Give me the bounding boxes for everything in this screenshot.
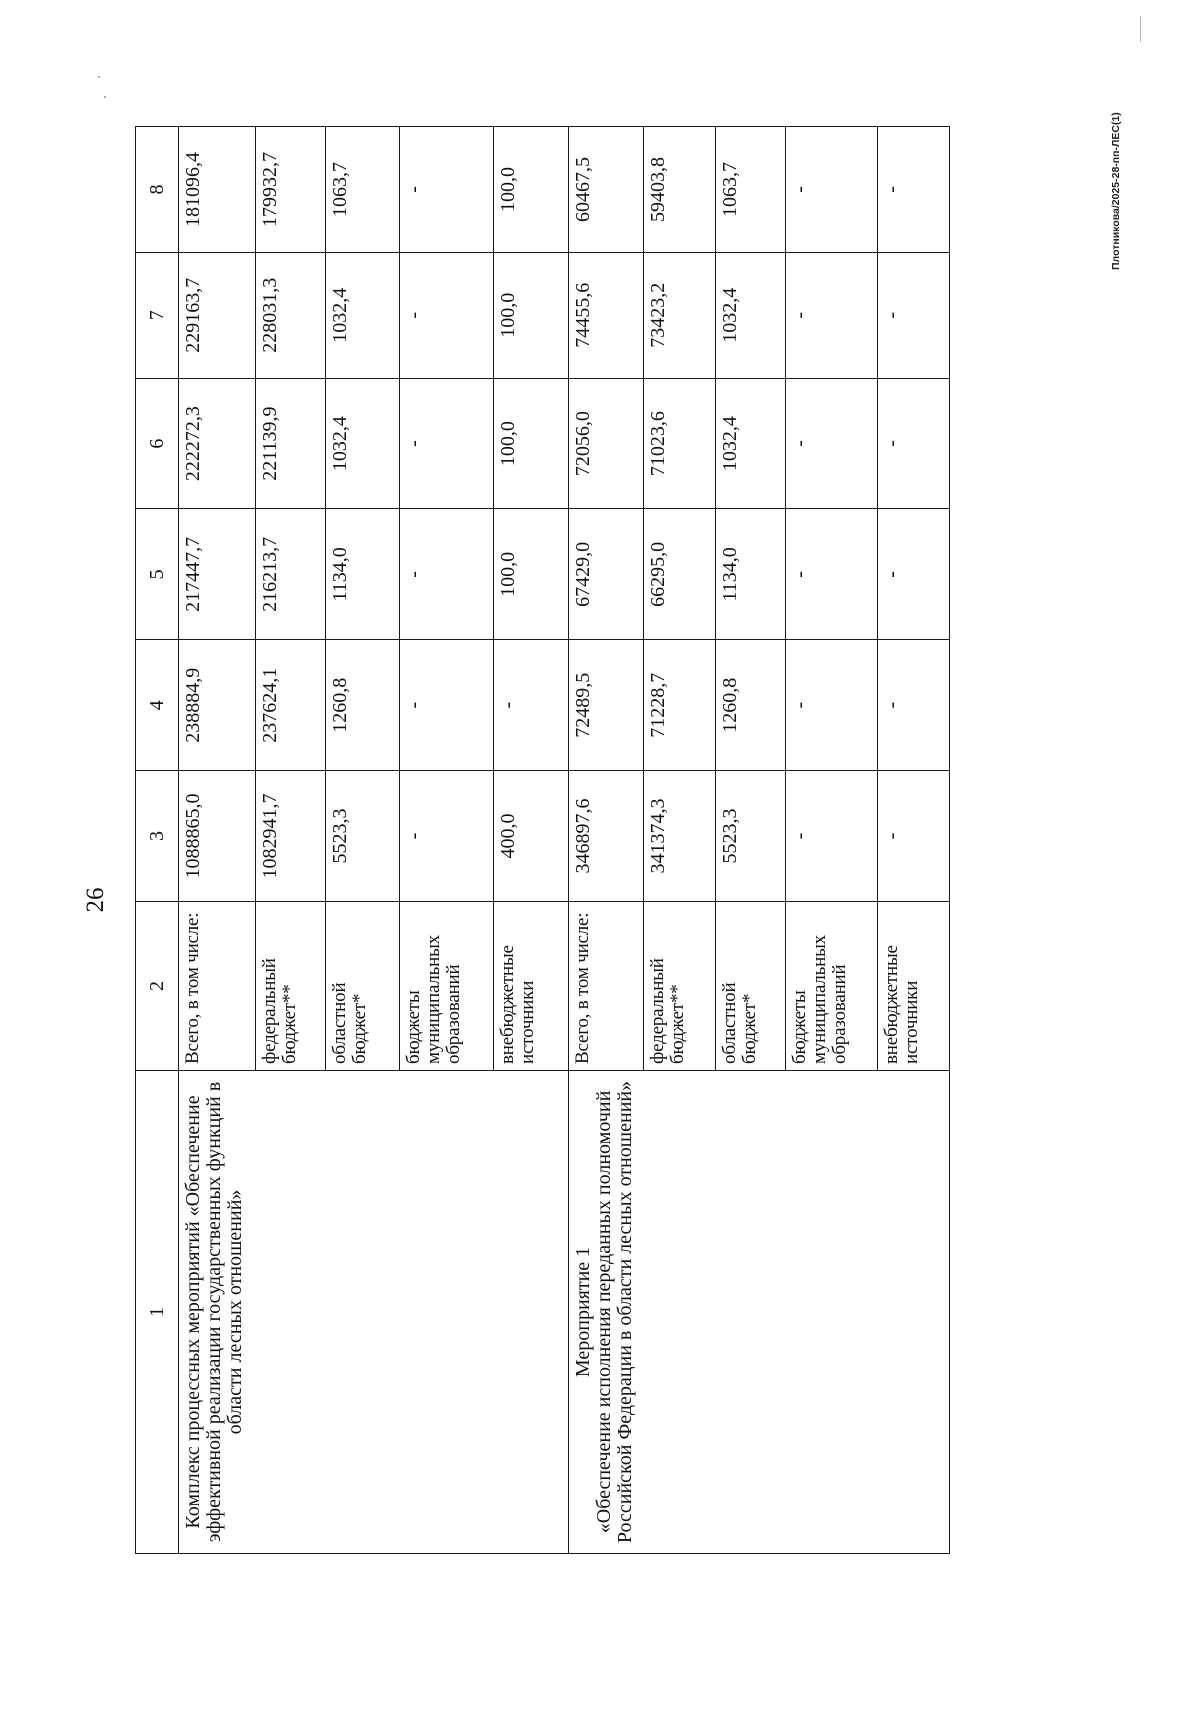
value-cell: 221139,9 bbox=[256, 378, 326, 509]
value-cell: - bbox=[878, 640, 950, 771]
table-row bbox=[569, 127, 644, 1554]
value-cell: 229163,7 bbox=[179, 252, 256, 378]
value-cell: 71228,7 bbox=[644, 640, 716, 771]
scan-speck bbox=[104, 96, 106, 98]
value-cell: 100,0 bbox=[494, 509, 569, 640]
funding-source: бюджеты муниципальных образований bbox=[400, 901, 494, 1070]
group-title-line: «Обеспечение исполнения переданных полномочий Российской Федерации в области лесных отношений» bbox=[593, 1080, 636, 1544]
value-cell: - bbox=[786, 127, 878, 253]
value-cell: 60467,5 bbox=[569, 127, 644, 253]
value-cell: 346897,6 bbox=[569, 771, 644, 902]
value-cell: - bbox=[400, 640, 494, 771]
value-cell: - bbox=[400, 252, 494, 378]
header-cell: 6 bbox=[136, 378, 179, 509]
header-cell: 8 bbox=[136, 127, 179, 253]
value-cell: - bbox=[400, 378, 494, 509]
funding-source: Всего, в том числе: bbox=[569, 901, 644, 1070]
header-cell: 7 bbox=[136, 252, 179, 378]
value-cell: 72489,5 bbox=[569, 640, 644, 771]
value-cell: - bbox=[786, 509, 878, 640]
value-cell: 73423,2 bbox=[644, 252, 716, 378]
value-cell: - bbox=[786, 378, 878, 509]
value-cell: 59403,8 bbox=[644, 127, 716, 253]
funding-source: бюджеты муниципальных образований bbox=[786, 901, 878, 1070]
value-cell: 5523,3 bbox=[716, 771, 786, 902]
value-cell: - bbox=[400, 127, 494, 253]
value-cell: 179932,7 bbox=[256, 127, 326, 253]
value-cell: - bbox=[878, 127, 950, 253]
header-cell: 4 bbox=[136, 640, 179, 771]
value-cell: 1032,4 bbox=[326, 252, 400, 378]
edge-mark bbox=[1140, 16, 1141, 42]
value-cell: 72056,0 bbox=[569, 378, 644, 509]
value-cell: 66295,0 bbox=[644, 509, 716, 640]
value-cell: 400,0 bbox=[494, 771, 569, 902]
header-cell: 1 bbox=[136, 1070, 179, 1553]
value-cell: 67429,0 bbox=[569, 509, 644, 640]
group-title: Комплекс процессных мероприятий «Обеспечение эффективной реализации государственных функций в области лесных отношений» bbox=[179, 1070, 569, 1553]
value-cell: 1063,7 bbox=[326, 127, 400, 253]
value-cell: 71023,6 bbox=[644, 378, 716, 509]
funding-source: областной бюджет* bbox=[326, 901, 400, 1070]
funding-source: внебюджетные источники bbox=[878, 901, 950, 1070]
value-cell: 181096,4 bbox=[179, 127, 256, 253]
table-row bbox=[179, 127, 256, 1554]
value-cell: 100,0 bbox=[494, 127, 569, 253]
value-cell: 1063,7 bbox=[716, 127, 786, 253]
value-cell: 216213,7 bbox=[256, 509, 326, 640]
value-cell: 100,0 bbox=[494, 378, 569, 509]
group-title-line: Мероприятие 1 bbox=[572, 1246, 594, 1378]
financing-table bbox=[135, 126, 950, 1554]
funding-source: внебюджетные источники bbox=[494, 901, 569, 1070]
funding-source: федеральный бюджет** bbox=[644, 901, 716, 1070]
header-cell: 3 bbox=[136, 771, 179, 902]
value-cell: - bbox=[878, 771, 950, 902]
value-cell: 237624,1 bbox=[256, 640, 326, 771]
funding-source: Всего, в том числе: bbox=[179, 901, 256, 1070]
value-cell: 1134,0 bbox=[326, 509, 400, 640]
page-number: 26 bbox=[82, 887, 109, 913]
value-cell: - bbox=[494, 640, 569, 771]
value-cell: 1260,8 bbox=[326, 640, 400, 771]
funding-source: областной бюджет* bbox=[716, 901, 786, 1070]
value-cell: - bbox=[878, 509, 950, 640]
scan-speck bbox=[98, 76, 100, 78]
value-cell: 1134,0 bbox=[716, 509, 786, 640]
value-cell: 1032,4 bbox=[326, 378, 400, 509]
value-cell: - bbox=[786, 640, 878, 771]
value-cell: - bbox=[878, 378, 950, 509]
value-cell: 1032,4 bbox=[716, 378, 786, 509]
value-cell: - bbox=[400, 771, 494, 902]
value-cell: 238884,9 bbox=[179, 640, 256, 771]
value-cell: - bbox=[878, 252, 950, 378]
document-code: Плотникова/2025-28-пп-ЛЕС(1) bbox=[1110, 112, 1122, 270]
value-cell: 74455,6 bbox=[569, 252, 644, 378]
value-cell: 222272,3 bbox=[179, 378, 256, 509]
value-cell: 5523,3 bbox=[326, 771, 400, 902]
value-cell: 341374,3 bbox=[644, 771, 716, 902]
value-cell: 1260,8 bbox=[716, 640, 786, 771]
value-cell: 1032,4 bbox=[716, 252, 786, 378]
value-cell: 1088865,0 bbox=[179, 771, 256, 902]
value-cell: - bbox=[786, 771, 878, 902]
funding-source: федеральный бюджет** bbox=[256, 901, 326, 1070]
header-cell: 5 bbox=[136, 509, 179, 640]
value-cell: 1082941,7 bbox=[256, 771, 326, 902]
header-cell: 2 bbox=[136, 901, 179, 1070]
value-cell: 217447,7 bbox=[179, 509, 256, 640]
group-title bbox=[569, 1070, 950, 1553]
value-cell: - bbox=[786, 252, 878, 378]
value-cell: 228031,3 bbox=[256, 252, 326, 378]
value-cell: - bbox=[400, 509, 494, 640]
header-row bbox=[136, 127, 179, 1554]
value-cell: 100,0 bbox=[494, 252, 569, 378]
